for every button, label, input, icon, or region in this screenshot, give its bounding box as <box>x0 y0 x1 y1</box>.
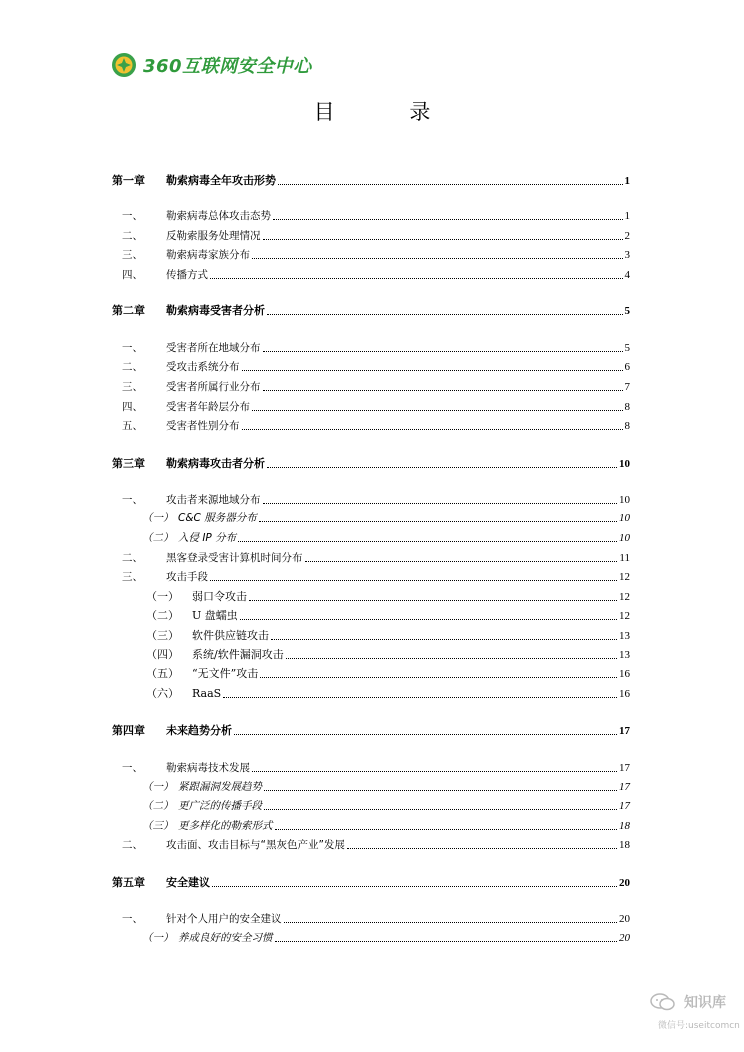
toc-number: 一、 <box>122 762 143 774</box>
toc-page-number: 3 <box>624 249 630 261</box>
toc-number: 五、 <box>122 420 143 432</box>
toc-leader-dots <box>242 428 623 430</box>
toc-number: （二） <box>142 532 174 544</box>
toc-label: “无文件”攻击 <box>192 667 259 680</box>
toc-entry-row[interactable] <box>112 509 630 525</box>
toc-number: （六） <box>146 687 179 700</box>
toc-entry-row[interactable] <box>112 246 630 262</box>
toc-number: 四、 <box>122 269 143 281</box>
toc-chapter-row[interactable] <box>112 722 630 738</box>
toc-leader-dots <box>223 696 617 698</box>
toc-number: 第四章 <box>112 724 145 737</box>
toc-leader-dots <box>275 940 618 942</box>
toc-chapter-row[interactable] <box>112 455 630 471</box>
toc-label: 攻击者来源地域分布 <box>166 494 261 506</box>
toc-page-number: 8 <box>624 420 630 432</box>
toc-entry-row[interactable] <box>112 529 630 545</box>
toc-entry-row[interactable] <box>112 491 630 507</box>
toc-label: 攻击面、攻击目标与“黑灰色产业”发展 <box>166 839 345 851</box>
toc-leader-dots <box>249 599 617 601</box>
watermark-subtitle: 微信号:useitcomcn <box>658 1021 740 1031</box>
toc-page-number: 10 <box>619 458 630 470</box>
toc-page-number: 2 <box>624 230 630 242</box>
toc-leader-dots <box>238 540 617 542</box>
toc-entry-row[interactable] <box>112 588 630 604</box>
toc-page-number: 12 <box>619 591 630 603</box>
toc-page-number: 6 <box>624 361 630 373</box>
toc-number: 二、 <box>122 839 143 851</box>
toc-leader-dots <box>212 885 617 887</box>
toc-entry-row[interactable] <box>112 417 630 433</box>
toc-leader-dots <box>267 313 623 315</box>
toc-chapter-row[interactable] <box>112 302 630 318</box>
toc-page-number: 1 <box>624 175 630 187</box>
toc-entry-row[interactable] <box>112 759 630 775</box>
toc-leader-dots <box>273 218 623 220</box>
toc-label: 未来趋势分析 <box>166 724 232 737</box>
toc-label: 更广泛的传播手段 <box>178 800 262 812</box>
toc-leader-dots <box>263 350 623 352</box>
toc-label: 勒索病毒攻击者分析 <box>166 457 265 470</box>
toc-entry-row[interactable] <box>112 685 630 701</box>
toc-entry-row[interactable] <box>112 929 630 945</box>
toc-page-number: 1 <box>624 210 630 222</box>
toc-page-number: 7 <box>624 381 630 393</box>
toc-leader-dots <box>240 618 617 620</box>
toc-leader-dots <box>242 369 623 371</box>
toc-label: 弱口令攻击 <box>192 590 247 603</box>
toc-entry-row[interactable] <box>112 358 630 374</box>
toc-number: 二、 <box>122 361 143 373</box>
toc-entry-row[interactable] <box>112 627 630 643</box>
toc-number: （二） <box>146 609 179 622</box>
toc-label: 受害者性别分布 <box>166 420 240 432</box>
toc-label: 入侵 IP 分布 <box>178 532 237 544</box>
toc-leader-dots <box>263 502 618 504</box>
toc-page-number: 12 <box>619 610 630 622</box>
toc-leader-dots <box>259 520 617 522</box>
toc-entry-row[interactable] <box>112 836 630 852</box>
toc-number: （二） <box>142 800 174 812</box>
toc-number: （五） <box>146 667 179 680</box>
logo-text: 360互联网安全中心 <box>143 56 312 77</box>
toc-page-number: 5 <box>624 305 630 317</box>
toc-label: 黑客登录受害计算机时间分布 <box>166 552 303 564</box>
toc-label: U 盘蠕虫 <box>192 609 238 622</box>
toc-label: 勒索病毒总体攻击态势 <box>166 210 271 222</box>
toc-entry-row[interactable] <box>112 778 630 794</box>
toc-label: 攻击手段 <box>166 571 208 583</box>
toc-leader-dots <box>347 847 617 849</box>
toc-label: 受害者所在地域分布 <box>166 342 261 354</box>
toc-label: 勒索病毒技术发展 <box>166 762 250 774</box>
toc-page-number: 4 <box>624 269 630 281</box>
toc-page-number: 20 <box>619 932 630 944</box>
toc-label: 系统/软件漏洞攻击 <box>192 648 284 661</box>
toc-page-number: 10 <box>619 532 630 544</box>
toc-leader-dots <box>275 828 618 830</box>
toc-number: （三） <box>142 820 174 832</box>
toc-leader-dots <box>271 638 617 640</box>
toc-number: 二、 <box>122 552 143 564</box>
toc-leader-dots <box>260 676 617 678</box>
toc-number: 二、 <box>122 230 143 242</box>
toc-number: （一） <box>146 590 179 603</box>
toc-entry-row[interactable] <box>112 607 630 623</box>
toc-entry-row[interactable] <box>112 665 630 681</box>
toc-label: 软件供应链攻击 <box>192 629 269 642</box>
toc-label: 养成良好的安全习惯 <box>178 932 273 944</box>
toc-leader-dots <box>252 257 623 259</box>
toc-page-number: 16 <box>619 688 630 700</box>
toc-leader-dots <box>252 770 617 772</box>
toc-entry-row[interactable] <box>112 266 630 282</box>
toc-entry-row[interactable] <box>112 797 630 813</box>
toc-label: 针对个人用户的安全建议 <box>166 913 282 925</box>
toc-leader-dots <box>286 657 617 659</box>
page-title: 目 录 <box>313 100 465 124</box>
toc-leader-dots <box>284 921 618 923</box>
toc-number: 第一章 <box>112 174 145 187</box>
toc-leader-dots <box>252 409 623 411</box>
toc-page-number: 17 <box>619 762 630 774</box>
toc-page-number: 13 <box>619 649 630 661</box>
toc-page-number: 11 <box>619 552 630 564</box>
toc-number: 一、 <box>122 913 143 925</box>
toc-chapter-row[interactable] <box>112 874 630 890</box>
toc-number: 四、 <box>122 401 143 413</box>
toc-number: （一） <box>142 512 174 524</box>
toc-page-number: 18 <box>619 839 630 851</box>
toc-entry-row[interactable] <box>112 378 630 394</box>
toc-page-number: 18 <box>619 820 630 832</box>
toc-label: 紧跟漏洞发展趋势 <box>178 781 262 793</box>
toc-page-number: 17 <box>619 800 630 812</box>
toc-entry-row[interactable] <box>112 568 630 584</box>
toc-number: 三、 <box>122 571 143 583</box>
toc-label: 反勒索服务处理情况 <box>166 230 261 242</box>
toc-number: 一、 <box>122 342 143 354</box>
toc-page-number: 10 <box>619 512 630 524</box>
toc-label: 受害者所属行业分布 <box>166 381 261 393</box>
toc-label: 更多样化的勒索形式 <box>178 820 273 832</box>
watermark-title: 知识库 <box>684 995 726 1011</box>
toc-leader-dots <box>210 277 623 279</box>
toc-entry-row[interactable] <box>112 817 630 833</box>
toc-page-number: 17 <box>619 725 630 737</box>
toc-label: 受攻击系统分布 <box>166 361 240 373</box>
toc-leader-dots <box>263 238 623 240</box>
toc-leader-dots <box>264 789 617 791</box>
toc-page-number: 12 <box>619 571 630 583</box>
toc-number: 一、 <box>122 210 143 222</box>
toc-number: 三、 <box>122 249 143 261</box>
toc-page-number: 8 <box>624 401 630 413</box>
toc-leader-dots <box>264 808 617 810</box>
toc-entry-row[interactable] <box>112 398 630 414</box>
toc-number: 一、 <box>122 494 143 506</box>
toc-number: （一） <box>142 781 174 793</box>
toc-chapter-row[interactable] <box>112 172 630 188</box>
toc-leader-dots <box>263 389 623 391</box>
toc-leader-dots <box>267 466 617 468</box>
toc-entry-row[interactable] <box>112 339 630 355</box>
toc-page-number: 20 <box>619 913 630 925</box>
toc-page-number: 13 <box>619 630 630 642</box>
toc-label: C&C 服务器分布 <box>178 512 257 524</box>
toc-leader-dots <box>210 579 617 581</box>
toc-entry-row[interactable] <box>112 207 630 223</box>
toc-number: （一） <box>142 932 174 944</box>
toc-page-number: 16 <box>619 668 630 680</box>
toc-label: 勒索病毒受害者分析 <box>166 304 265 317</box>
toc-entry-row[interactable] <box>112 646 630 662</box>
watermark <box>650 992 740 1031</box>
toc-leader-dots <box>234 733 617 735</box>
toc-label: RaaS <box>192 687 222 700</box>
toc-label: 传播方式 <box>166 269 208 281</box>
wechat-icon <box>650 993 676 1011</box>
toc-number: （四） <box>146 648 179 661</box>
toc-label: 勒索病毒家族分布 <box>166 249 250 261</box>
toc-number: （三） <box>146 629 179 642</box>
toc-entry-row[interactable] <box>112 910 630 926</box>
toc-page-number: 17 <box>619 781 630 793</box>
toc-page-number: 10 <box>619 494 630 506</box>
toc-number: 三、 <box>122 381 143 393</box>
toc-entry-row[interactable] <box>112 227 630 243</box>
toc-entry-row[interactable] <box>112 549 630 565</box>
toc-label: 勒索病毒全年攻击形势 <box>166 174 276 187</box>
toc-page-number: 5 <box>624 342 630 354</box>
toc-number: 第五章 <box>112 876 145 889</box>
toc-label: 受害者年龄层分布 <box>166 401 250 413</box>
toc-number: 第二章 <box>112 304 145 317</box>
toc-page-number: 20 <box>619 877 630 889</box>
toc-leader-dots <box>278 183 623 185</box>
toc-leader-dots <box>305 560 618 562</box>
toc-number: 第三章 <box>112 457 145 470</box>
toc-label: 安全建议 <box>166 876 210 889</box>
